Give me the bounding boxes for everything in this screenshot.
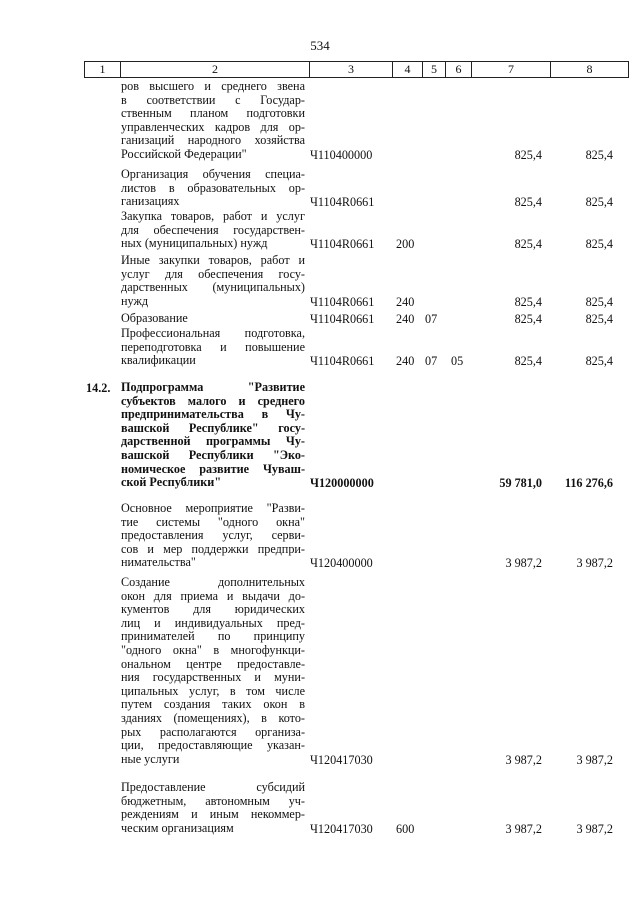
budget-code: Ч1104R0661: [310, 354, 375, 369]
row-name-line: нужд: [121, 293, 149, 308]
row-name-line: Основное мероприятие "Разви-: [121, 501, 305, 515]
row-name-line: бюджетным, автономным уч-: [121, 793, 305, 808]
budget-code: Ч1104R0661: [310, 294, 375, 309]
row-name: [121, 576, 305, 766]
row-name-line: Создание дополнительных: [121, 575, 305, 589]
row-name: [121, 80, 305, 162]
row-name-line: ональном центре предоставле-: [121, 656, 305, 671]
amount-year-1: 59 781,0: [499, 476, 542, 491]
row-name-line: ганизациях: [121, 194, 180, 209]
row-name-line: ные услуги: [121, 751, 180, 766]
amount-year-1: 825,4: [514, 312, 542, 326]
amount-year-1: 825,4: [514, 237, 542, 252]
amount-year-2: 116 276,6: [564, 476, 613, 491]
row-name-line: управленческих кадров для ор-: [121, 119, 305, 134]
column-header-8: 8: [550, 62, 629, 77]
row-name-line: ганизаций народного хозяйства: [121, 133, 305, 148]
row-name-line: субъектов малого и среднего: [121, 393, 305, 408]
amount-year-1: 3 987,2: [505, 556, 542, 571]
column-header-7: 7: [471, 62, 550, 77]
row-name: [121, 210, 305, 251]
row-name-line: реждениям и иным некоммер-: [121, 807, 305, 822]
row-name-line: Предоставление субсидий: [121, 780, 305, 794]
expense-type-code: 240: [396, 354, 415, 369]
budget-code: Ч1104R0661: [310, 237, 375, 252]
amount-year-2: 825,4: [585, 195, 613, 210]
row-name: [121, 254, 305, 308]
column-header-6: 6: [445, 62, 471, 77]
row-name-line: вашской Республики "Эко-: [121, 447, 305, 462]
row-name-line: Подпрограмма "Развитие: [121, 380, 305, 394]
amount-year-1: 3 987,2: [505, 821, 542, 836]
row-name-line: ческим организациям: [121, 820, 234, 835]
row-name: [121, 327, 305, 368]
row-name-line: Организация обучения специа-: [121, 167, 305, 181]
budget-code: Ч1104R0661: [310, 312, 375, 326]
row-name: [121, 168, 305, 209]
row-name-line: тие системы "одного окна": [121, 514, 305, 529]
amount-year-2: 825,4: [585, 237, 613, 252]
column-header-4: 4: [392, 62, 422, 77]
row-name-line: переподготовка и повышение: [121, 339, 305, 354]
amount-year-1: 825,4: [514, 195, 542, 210]
row-name-line: "одного окна" в многофункци-: [121, 642, 305, 657]
row-name-line: ципальных услуг, в том числе: [121, 683, 305, 698]
row-name-line: предоставления услуг, серви-: [121, 528, 305, 543]
row-name-line: Закупка товаров, работ и услуг: [121, 209, 305, 223]
row-name: [121, 502, 305, 570]
budget-code: Ч120417030: [310, 752, 373, 767]
column-header-3: 3: [309, 62, 392, 77]
subsection-code: 05: [451, 354, 464, 369]
section-code: 07: [425, 312, 438, 326]
budget-code: Ч120000000: [310, 476, 374, 491]
section-code: 07: [425, 354, 438, 369]
row-name-line: дарственных (муниципальных): [121, 280, 305, 295]
row-name-line: принимателей по принципу: [121, 629, 305, 644]
amount-year-2: 3 987,2: [576, 752, 613, 767]
row-name-line: листов в образовательных ор-: [121, 180, 305, 195]
expense-type-code: 600: [396, 821, 415, 836]
row-name-line: Российской Федерации": [121, 146, 247, 161]
table-header: [84, 61, 629, 78]
column-header-2: 2: [120, 62, 309, 77]
amount-year-2: 825,4: [585, 148, 613, 162]
budget-code: Ч110400000: [310, 148, 373, 162]
amount-year-2: 3 987,2: [576, 821, 613, 836]
row-name-line: дарственной программы Чу-: [121, 434, 305, 449]
row-name-line: квалификации: [121, 353, 196, 368]
column-header-1: 1: [84, 62, 120, 77]
amount-year-1: 825,4: [514, 148, 542, 162]
row-name-line: ской Республики": [121, 475, 222, 490]
row-name-line: ров высшего и среднего звена: [121, 79, 305, 93]
row-name-line: Иные закупки товаров, работ и: [121, 253, 305, 267]
row-name-line: предпринимательства в Чу-: [121, 407, 305, 422]
expense-type-code: 240: [396, 312, 415, 326]
row-name-line: ции, предоставляющие указан-: [121, 738, 305, 753]
column-header-5: 5: [422, 62, 445, 77]
row-name-line: вашской Республике" госу-: [121, 420, 305, 435]
amount-year-2: 825,4: [585, 312, 613, 326]
row-name-line: Образование: [121, 311, 188, 325]
row-name: [121, 381, 305, 490]
row-name-line: нимательства": [121, 555, 196, 570]
amount-year-2: 3 987,2: [576, 556, 613, 571]
budget-code: Ч120400000: [310, 556, 373, 571]
row-name-line: путем создания таких окон в: [121, 697, 305, 712]
row-name-line: услуг для обеспечения госу-: [121, 266, 305, 281]
row-name-line: зданиях (помещениях), в кото-: [121, 710, 305, 725]
row-name-line: кументов для юридических: [121, 602, 305, 617]
row-name-line: ственным планом подготовки: [121, 106, 305, 121]
page-number: 534: [310, 38, 330, 53]
row-name-line: ных (муниципальных) нужд: [121, 236, 268, 251]
row-name-line: Профессиональная подготовка,: [121, 326, 305, 340]
row-name-line: для обеспечения государствен-: [121, 222, 305, 237]
row-name: [121, 312, 305, 326]
row-name-line: ния государственных и муни-: [121, 670, 305, 685]
row-name-line: окон для приема и выдачи до-: [121, 588, 305, 603]
row-name: [121, 781, 305, 835]
row-name-line: рых располагаются организа-: [121, 724, 305, 739]
row-name-line: в соответствии с Государ-: [121, 92, 305, 107]
row-name-line: лиц и индивидуальных пред-: [121, 615, 305, 630]
budget-code: Ч1104R0661: [310, 195, 375, 210]
amount-year-2: 825,4: [585, 354, 613, 369]
row-name-line: сов и мер поддержки предпри-: [121, 541, 305, 556]
amount-year-1: 825,4: [514, 294, 542, 309]
amount-year-2: 825,4: [585, 294, 613, 309]
budget-code: Ч120417030: [310, 821, 373, 836]
expense-type-code: 240: [396, 294, 415, 309]
expense-type-code: 200: [396, 237, 415, 252]
amount-year-1: 825,4: [514, 354, 542, 369]
row-name-line: номическое развитие Чуваш-: [121, 461, 305, 476]
amount-year-1: 3 987,2: [505, 752, 542, 767]
row-number: 14.2.: [86, 381, 111, 395]
